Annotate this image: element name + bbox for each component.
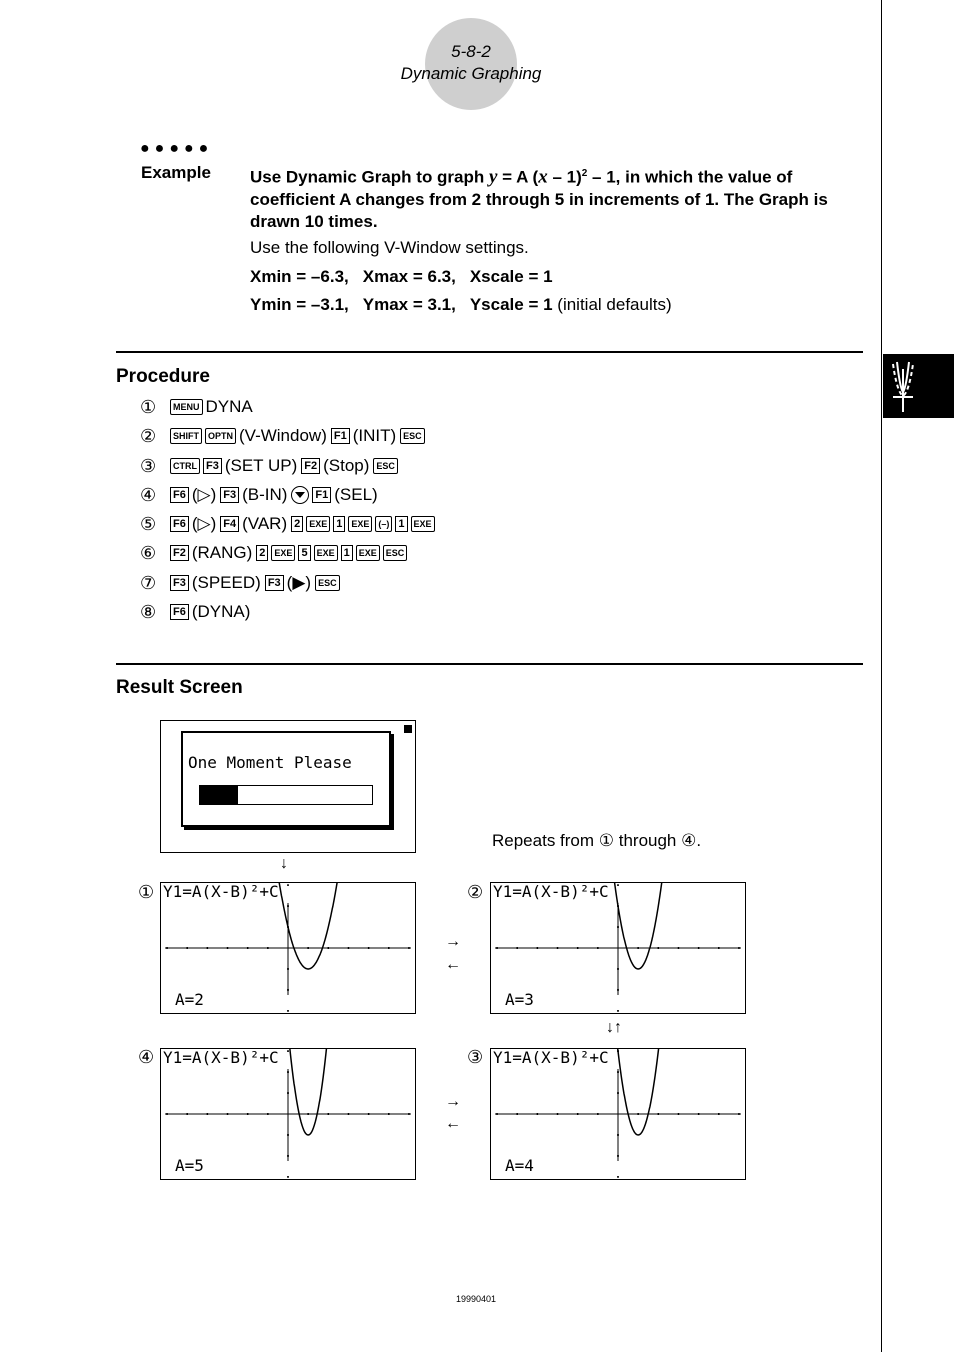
step-text: (VAR) — [242, 514, 288, 533]
graph-formula: Y1=A(X-B)²+C — [163, 882, 279, 901]
graph-coefficient-label: A=2 — [175, 990, 204, 1009]
graph-formula: Y1=A(X-B)²+C — [163, 1048, 279, 1067]
procedure-step — [140, 455, 401, 477]
key-exe: EXE — [348, 516, 372, 532]
graph-icon — [883, 354, 954, 418]
arrow-right-top: → — [445, 933, 461, 950]
step-number: ⑦ — [140, 572, 157, 593]
key-f4: F4 — [220, 516, 239, 532]
key-1: 1 — [341, 545, 353, 561]
key-f6: F6 — [170, 516, 189, 532]
repeat-caption: Repeats from ① through ④. — [492, 831, 702, 850]
key-f1: F1 — [312, 487, 331, 503]
screen-1-number: ① — [138, 882, 155, 902]
key-2: 2 — [291, 516, 303, 532]
wait-dialog — [181, 731, 391, 827]
progress-bar — [199, 785, 373, 805]
step-text: (V-Window) — [239, 426, 327, 445]
chapter-tab — [883, 354, 954, 418]
procedure-step — [140, 542, 410, 564]
key-f2: F2 — [301, 458, 320, 474]
step-number: ② — [140, 425, 157, 446]
graph-screen-a4 — [490, 1048, 746, 1180]
step-text: (▷) — [191, 514, 217, 533]
key-exe: EXE — [306, 516, 330, 532]
graph-formula: Y1=A(X-B)²+C — [493, 1048, 609, 1067]
step-number: ⑥ — [140, 542, 157, 563]
step-text: (INIT) — [352, 426, 397, 445]
key-esc: ESC — [315, 575, 340, 591]
step-text: (DYNA) — [191, 602, 251, 621]
graph-coefficient-label: A=5 — [175, 1156, 204, 1175]
step-number: ① — [140, 396, 157, 417]
arrow-down: ↓ — [280, 855, 288, 872]
graph-screen-a3 — [490, 882, 746, 1014]
result-title: Result Screen — [116, 677, 243, 698]
step-number: ③ — [140, 455, 157, 476]
result-divider — [116, 663, 863, 665]
procedure-step — [140, 425, 428, 447]
parabola-curve — [617, 1049, 660, 1135]
key-exe: EXE — [411, 516, 435, 532]
arrow-updown: ↓↑ — [606, 1019, 622, 1036]
graph-screen-a2 — [160, 882, 416, 1014]
key-f3: F3 — [203, 458, 222, 474]
example-bullets: ●●●●● — [140, 140, 214, 157]
cursor-down-key-icon — [291, 486, 309, 504]
procedure-step — [140, 572, 343, 594]
step-text: (▷) — [191, 485, 217, 504]
step-text: (Stop) — [323, 456, 370, 475]
key-ctrl: CTRL — [170, 458, 200, 474]
graph-plot — [491, 1049, 745, 1179]
procedure-divider — [116, 351, 863, 353]
key-f6: F6 — [170, 487, 189, 503]
key-f1: F1 — [331, 428, 350, 444]
parabola-curve — [614, 883, 663, 969]
screen-3-number: ③ — [467, 1047, 484, 1067]
progress-fill — [200, 786, 238, 804]
key-5: 5 — [298, 545, 310, 561]
step-text: (SPEED) — [191, 573, 261, 592]
key-: (–) — [375, 516, 392, 532]
procedure-title: Procedure — [116, 366, 210, 387]
step-number: ④ — [140, 484, 157, 505]
key-f2: F2 — [170, 545, 189, 561]
key-f3: F3 — [220, 487, 239, 503]
key-optn: OPTN — [205, 428, 236, 444]
key-shift: SHIFT — [170, 428, 202, 444]
key-f3: F3 — [265, 575, 284, 591]
step-number: ⑤ — [140, 513, 157, 534]
step-text: (SEL) — [334, 485, 378, 504]
graph-plot — [161, 883, 415, 1013]
arrow-right-bottom: → — [445, 1093, 461, 1110]
step-text: (SET UP) — [224, 456, 298, 475]
key-f6: F6 — [170, 604, 189, 620]
key-1: 1 — [395, 516, 407, 532]
busy-indicator — [404, 725, 412, 733]
graph-screen-a5 — [160, 1048, 416, 1180]
step-number: ⑧ — [140, 601, 157, 622]
key-1: 1 — [333, 516, 345, 532]
key-exe: EXE — [356, 545, 380, 561]
vwindow-intro: Use the following V-Window settings. — [250, 238, 529, 257]
key-menu: MENU — [170, 399, 203, 415]
arrow-left-bottom: ← — [445, 1115, 461, 1132]
step-text: (▶) — [286, 573, 312, 592]
procedure-step — [140, 396, 257, 418]
wait-message: One Moment Please — [188, 753, 352, 772]
wait-screen — [160, 720, 416, 853]
key-esc: ESC — [383, 545, 408, 561]
page-right-rule — [881, 0, 882, 1352]
step-text: (B-IN) — [242, 485, 288, 504]
parabola-curve — [289, 1049, 327, 1135]
step-text: DYNA — [205, 397, 253, 416]
key-esc: ESC — [400, 428, 425, 444]
arrow-left-top: ← — [445, 956, 461, 973]
footer-code: 19990401 — [455, 1294, 497, 1304]
screen-4-number: ④ — [138, 1047, 155, 1067]
screen-2-number: ② — [467, 882, 484, 902]
key-f3: F3 — [170, 575, 189, 591]
example-text: Use Dynamic Graph to graph y = A (x – 1)$^2$ – 1, in which the value of coefficient A changes from 2 through 5 in increments of 1. The Graph is drawn 10 times. — [250, 166, 828, 231]
graph-coefficient-label: A=3 — [505, 990, 534, 1009]
step-text: (RANG) — [191, 543, 253, 562]
page-number: 5-8-2 — [451, 42, 491, 61]
parabola-curve — [278, 883, 339, 969]
vwindow-y-settings: Ymin = –3.1, Ymax = 3.1, Yscale = 1 (initial defaults) — [250, 295, 672, 314]
key-exe: EXE — [314, 545, 338, 561]
procedure-step — [140, 513, 438, 535]
key-2: 2 — [256, 545, 268, 561]
key-exe: EXE — [271, 545, 295, 561]
example-label: Example — [141, 163, 211, 182]
procedure-step — [140, 484, 382, 506]
graph-plot — [161, 1049, 415, 1179]
key-esc: ESC — [373, 458, 398, 474]
graph-plot — [491, 883, 745, 1013]
procedure-step — [140, 601, 254, 623]
section-title: Dynamic Graphing — [400, 64, 542, 83]
graph-coefficient-label: A=4 — [505, 1156, 534, 1175]
graph-formula: Y1=A(X-B)²+C — [493, 882, 609, 901]
vwindow-x-settings: Xmin = –6.3, Xmax = 6.3, Xscale = 1 — [250, 267, 553, 286]
